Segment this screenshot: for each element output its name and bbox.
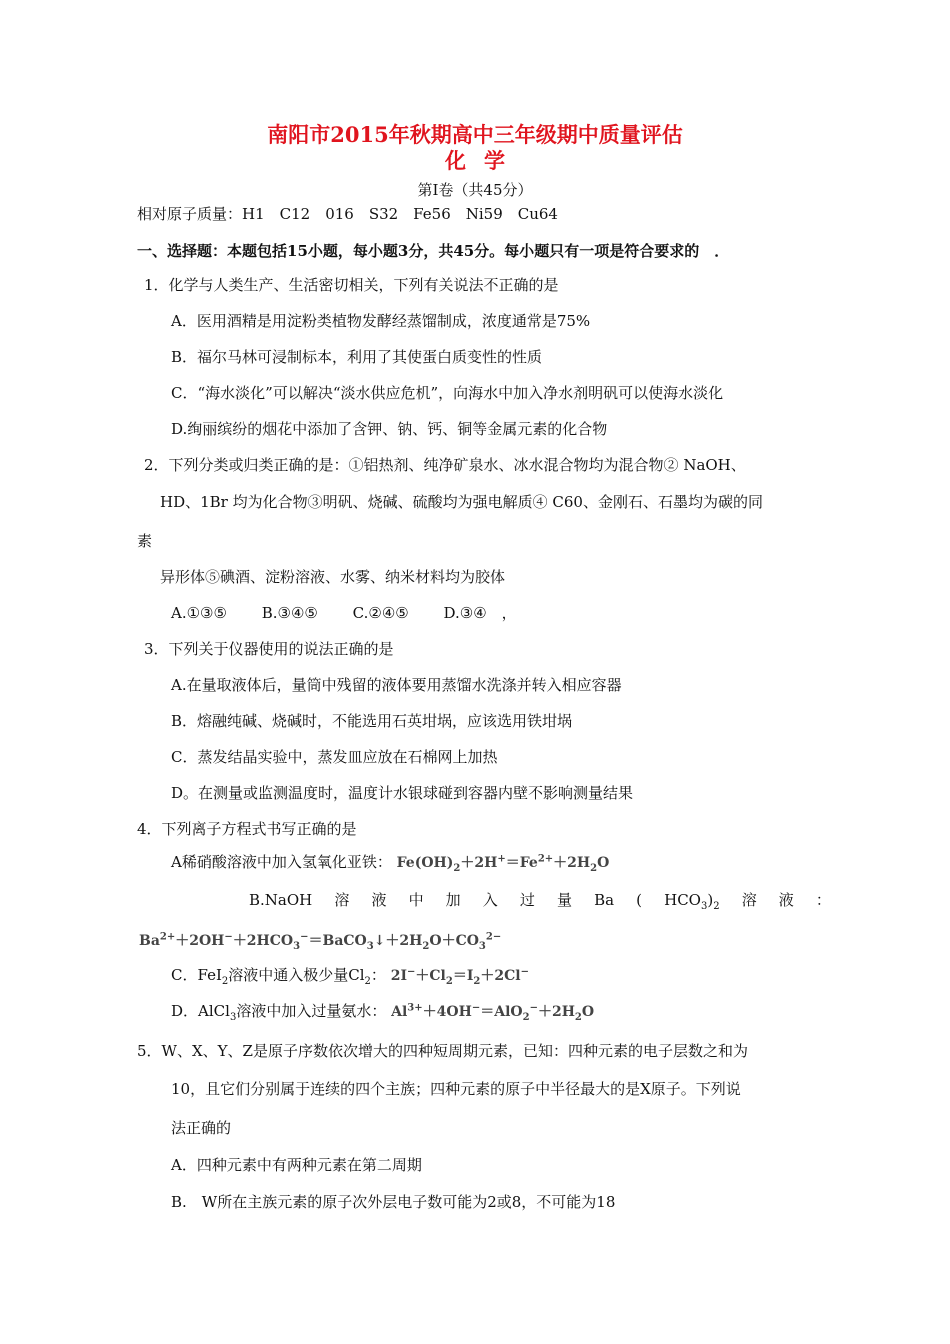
- question-3-option-a: A.在量取液体后，量筒中残留的液体要用蒸馏水洗涤并转入相应容器: [171, 676, 622, 694]
- question-4-option-a-equation: $Fe(OH)_2+2H^+=Fe^{2+}+2H_2O$: [396, 853, 610, 874]
- question-2-option-a: A.①③⑤: [171, 604, 227, 622]
- question-1-option-a: A．医用酒精是用淀粉类植物发酵经蒸馏制成，浓度通常是75%: [171, 312, 591, 330]
- question-4-option-d-equation: $Al^{3+}+4OH^-=AlO_2^-+2H_2O$: [391, 1002, 595, 1023]
- question-4-option-b-equation: $Ba^{2+}+2OH^-+2HCO_3^-=BaCO_3↓+2H_2O+CO_3^{2-}$: [139, 931, 502, 952]
- question-4-option-c-text: C．FeI$_2$溶液中通入极少量$Cl_2$：: [171, 966, 386, 987]
- question-5-option-b: B. W所在主族元素的原子次外层电子数可能为2或8，不可能为18: [171, 1193, 616, 1211]
- question-4-option-b-token-1: B.NaOH: [249, 891, 313, 909]
- question-4-option-c: [171, 965, 529, 986]
- question-5-stem-line-1: 5．W、X、Y、Z是原子序数依次增大的四种短周期元素，已知：四种元素的电子层数之和为: [137, 1042, 748, 1060]
- question-4-option-a: [171, 852, 609, 873]
- section-instructions: 一、选择题：本题包括15小题，每小题3分，共45分。每小题只有一项是符合要求的 ．: [137, 242, 730, 260]
- question-2-option-b: B.③④⑤: [261, 604, 318, 622]
- atomic-masses: 相对原子质量：H1 C12 016 S32 Fe56 Ni59 Cu64: [137, 205, 558, 223]
- question-4-option-a-text: A稀硝酸溶液中加入氢氧化亚铁：: [171, 853, 392, 871]
- question-1-option-d: D.绚丽缤纷的烟花中添加了含钾、钠、钙、铜等金属元素的化合物: [171, 420, 608, 438]
- question-2-stem-line-1: 2．下列分类或归类正确的是：①铝热剂、纯净矿泉水、冰水混合物均为混合物② NaOH、: [144, 456, 746, 474]
- question-1-stem: 1．化学与人类生产、生活密切相关，下列有关说法不正确的是: [144, 276, 559, 294]
- question-5-option-a: A．四种元素中有两种元素在第二周期: [171, 1156, 422, 1174]
- subject-title: 化学: [445, 148, 523, 173]
- question-5-stem-line-2: 10，且它们分别属于连续的四个主族；四种元素的原子中半径最大的是X原子。下列说: [171, 1080, 741, 1098]
- question-3-stem: 3．下列关于仪器使用的说法正确的是: [144, 640, 394, 658]
- section-heading: 第Ⅰ卷（共45分）: [417, 181, 533, 199]
- question-3-option-c: C．蒸发结晶实验中，蒸发皿应放在石棉网上加热: [171, 748, 498, 766]
- question-1-option-c: C．“海水淡化”可以解决“淡水供应危机”，向海水中加入净水剂明矾可以使海水淡化: [171, 384, 724, 402]
- question-4-option-b-text: B.NaOH 溶 液 中 加 入 过 量 Ba ( $HCO_3)_2$ 溶 液 ：: [249, 891, 831, 912]
- question-5-stem-line-3: 法正确的: [171, 1119, 232, 1137]
- question-2-stem-line-2: HD、1Br 均为化合物③明矾、烧碱、硫酸均为强电解质④ C60、金刚石、石墨均为碳的同: [160, 493, 763, 511]
- question-2-option-c: C.②④⑤: [352, 604, 409, 622]
- question-2-options: [171, 603, 517, 623]
- question-3-option-d: D。在测量或监测温度时，温度计水银球碰到容器内壁不影响测量结果: [171, 784, 634, 802]
- question-2-stem-line-3: 素: [137, 532, 153, 550]
- question-4-stem: 4．下列离子方程式书写正确的是: [137, 820, 357, 838]
- question-2-stem-line-4: 异形体⑤碘酒、淀粉溶液、水雾、纳米材料均为胶体: [160, 568, 506, 586]
- question-4-option-d: [171, 1001, 594, 1022]
- question-3-option-b: B．熔融纯碱、烧碱时，不能选用石英坩埚，应该选用铁坩埚: [171, 712, 573, 730]
- question-4-option-d-text: D．AlCl$_3$溶液中加入过量氨水：: [171, 1002, 387, 1023]
- question-4-option-c-equation: $2I^-+Cl_2=I_2+2Cl^-$: [390, 966, 529, 987]
- question-2-option-d: D.③④ ，: [443, 604, 517, 622]
- question-1-option-b: B．福尔马林可浸制标本，利用了其使蛋白质变性的性质: [171, 348, 543, 366]
- exam-title: 南阳市2015年秋期高中三年级期中质量评估: [267, 122, 683, 147]
